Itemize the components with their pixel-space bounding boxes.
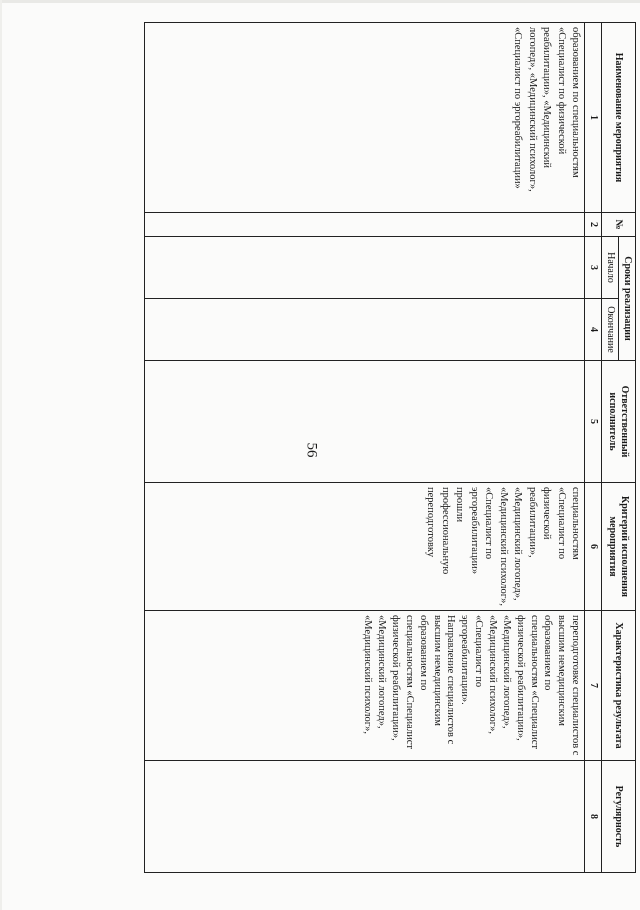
- cell-number: [145, 213, 585, 237]
- column-number: 2: [585, 213, 602, 237]
- column-number: 3: [585, 237, 602, 299]
- result-text: переподготовке специалистов с высшим немедицинским образованием по специальностям «Специалист физической реабилитации», «Медицинский логопед», «Медицинский психолог», «Специалист по эргореабилитации». Направление специалистов с высшим немедицинским образованием по специальностям «Специалист физической реабилитации», «Медицинский логопед», «Медицинский психолог»,: [362, 615, 582, 756]
- measure-name-text: образованием по специальностям «Специалист по физической реабилитации», «Медицинский логопед», «Медицинский психолог», «Специалист по эргореабилитации»: [512, 27, 582, 192]
- column-number: 4: [585, 299, 602, 361]
- column-number: 7: [585, 611, 602, 761]
- header-regularity: Регулярность: [602, 761, 636, 873]
- column-number: 8: [585, 761, 602, 873]
- cell-regularity: [145, 761, 585, 873]
- header-end: Окончание: [602, 299, 619, 361]
- table-row: [145, 23, 585, 873]
- criterion-text: специальностям «Специалист по физической реабилитации», «Медицинский логопед», «Медицинский психолог», «Специалист по эргореабилитации» прошли профессиональную переподготовку: [425, 487, 582, 606]
- header-result: Характеристика результата: [602, 611, 636, 761]
- measures-table: [144, 22, 636, 873]
- header-terms: Сроки реализации: [619, 237, 636, 361]
- header-number: №: [602, 213, 636, 237]
- rotated-table-container: [116, 22, 636, 872]
- column-number: 6: [585, 483, 602, 611]
- scan-edge: [0, 0, 640, 3]
- scan-edge: [0, 0, 2, 910]
- page-number-text: 56: [303, 442, 320, 458]
- header-executor: Ответственный исполнитель: [602, 361, 636, 483]
- header-criterion: Критерий исполнения мероприятия: [602, 483, 636, 611]
- cell-end: [145, 299, 585, 361]
- header-name: Наименование мероприятия: [602, 23, 636, 213]
- cell-criterion: [145, 483, 585, 611]
- column-number: 1: [585, 23, 602, 213]
- column-number-row: [585, 23, 602, 873]
- header-row: [619, 23, 636, 873]
- column-number: 5: [585, 361, 602, 483]
- cell-executor: [145, 361, 585, 483]
- cell-start: [145, 237, 585, 299]
- header-start: Начало: [602, 237, 619, 299]
- cell-measure-name: [145, 23, 585, 213]
- cell-result: [145, 611, 585, 761]
